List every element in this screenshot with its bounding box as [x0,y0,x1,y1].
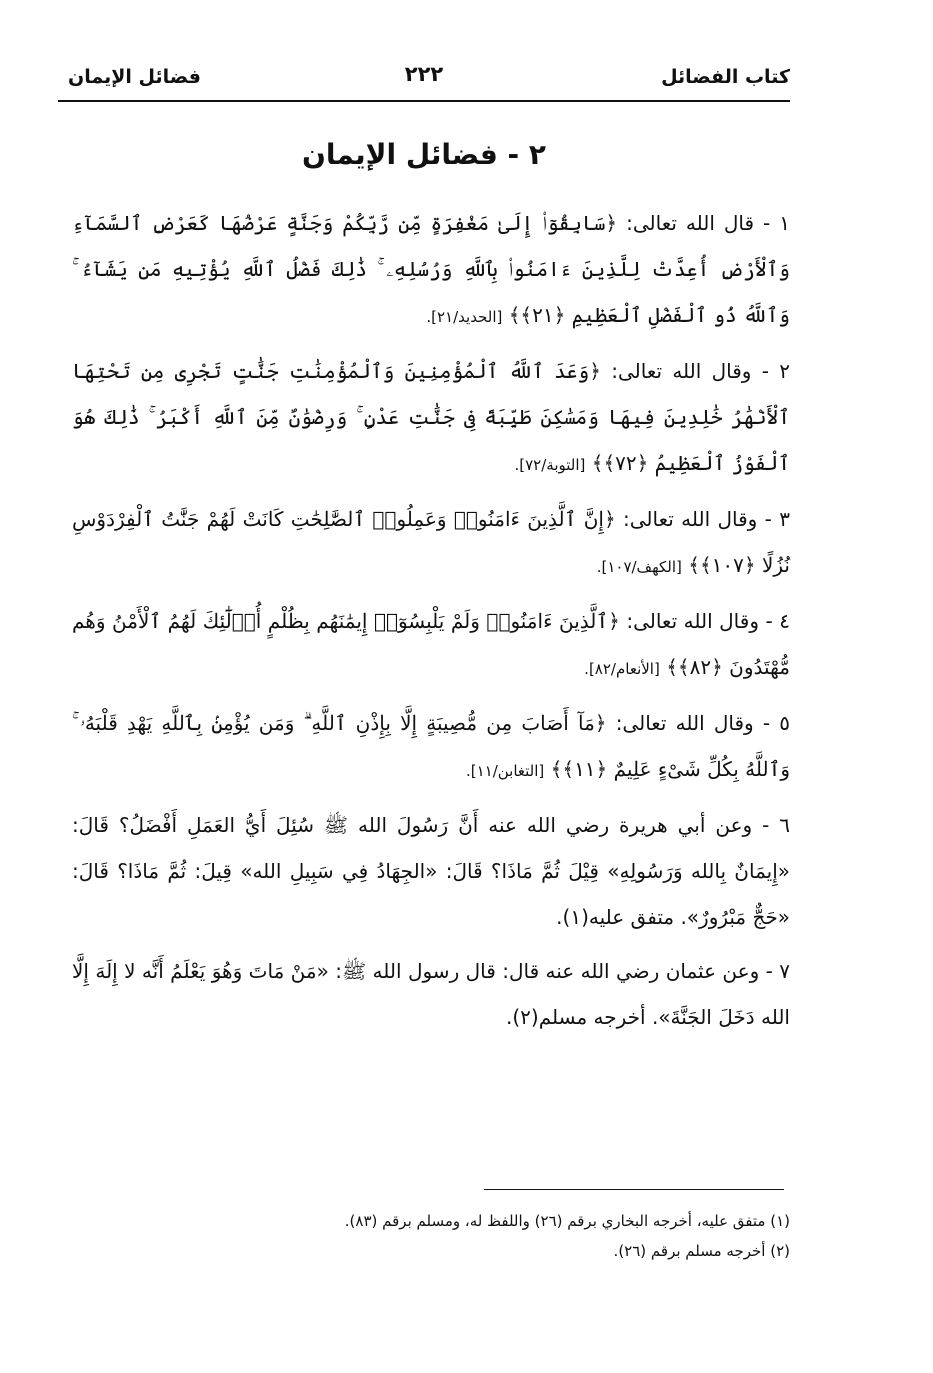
list-item: ٦ - وعن أبي هريرة رضي الله عنه أَنَّ رَسُولَ الله ﷺ سُئِلَ أَيُّ العَمَلِ أَفْضَلُ؟ قَالَ: «إِيمَانٌ بِالله وَرَسُولِهِ» قِيْلَ ثُمَّ مَاذَا؟ قَالَ: «الجِهَادُ فِي سَبِيلِ الله» قِيلَ: ثُمَّ مَاذَا؟ قَالَ: «حَجٌّ مَبْرُورٌ». متفق عليه(١). [72,813,790,929]
verse-reference: [التوبة/٧٢]. [514,456,586,474]
list-item: ١ - قال الله تعالى: ﴿سَابِقُوٓا۟ إِلَىٰ مَغْفِرَةٍ مِّن رَّبِّكُمْ وَجَنَّةٍ عَرْضُهَا كَعَرْضِ ٱلسَّمَآءِ وَٱلْأَرْضِ أُعِدَّتْ لِلَّذِينَ ءَامَنُوا۟ بِٱللَّهِ وَرُسُلِهِۦ ۚ ذَٰلِكَ فَضْلُ ٱللَّهِ يُؤْتِيهِ مَن يَشَآءُ ۚ وَٱللَّهُ ذُو ٱلْفَضْلِ ٱلْعَظِيمِ ﴿٢١﴾﴾ [الحديد/٢١]. [72,211,790,327]
footnote: (٢) أخرجه مسلم برقم (٢٦). [613,1242,790,1260]
running-header [58,62,790,102]
item-intro: قال الله تعالى: [626,211,755,235]
book-title: كتاب الفضائل [661,66,790,88]
verse-reference: [الأنعام/٨٢]. [584,660,660,678]
item-intro: وقال الله تعالى: [611,359,752,383]
verse-text: ﴿وَعَدَ ٱللَّهُ ٱلْمُؤْمِنِينَ وَٱلْمُؤْمِنَٰتِ جَنَّٰتٍ تَجْرِى مِن تَحْتِهَا ٱلْأَنْهَٰرُ خَٰلِدِينَ فِيهَا وَمَسَٰكِنَ طَيِّبَةً فِى جَنَّٰتِ عَدْنٍ ۚ وَرِضْوَٰنٌ مِّنَ ٱللَّهِ أَكْبَرُ ۚ ذَٰلِكَ هُوَ ٱلْفَوْزُ ٱلْعَظِيمُ ﴿٧٢﴾﴾ [72,359,790,475]
footnotes [72,1206,790,1266]
page-number: ٢٢٢ [404,62,444,86]
item-number: ٢ [779,359,790,383]
hadith-text: وعن عثمان رضي الله عنه قال: قال رسول الله ﷺ: «مَنْ مَاتَ وَهُوَ يَعْلَمُ أَنَّه لا إِلَهَ إِلَّا الله دَخَلَ الجَنَّةَ». أخرجه مسلم(٢). [72,959,790,1029]
footnote: (١) متفق عليه، أخرجه البخاري برقم (٢٦) واللفظ له، ومسلم برقم (٨٣). [344,1212,790,1230]
item-intro: وقال الله تعالى: [626,609,759,633]
verse-text: ﴿ٱلَّذِينَ ءَامَنُوا۟ وَلَمْ يَلْبِسُوٓا۟ إِيمَٰنَهُم بِظُلْمٍ أُو۟لَٰٓئِكَ لَهُمُ ٱلْأَمْنُ وَهُم مُّهْتَدُونَ ﴿٨٢﴾﴾ [72,609,790,679]
hadith-text: وعن أبي هريرة رضي الله عنه أَنَّ رَسُولَ الله ﷺ سُئِلَ أَيُّ العَمَلِ أَفْضَلُ؟ قَالَ: «إِيمَانٌ بِالله وَرَسُولِهِ» قِيْلَ ثُمَّ مَاذَا؟ قَالَ: «الجِهَادُ فِي سَبِيلِ الله» قِيلَ: ثُمَّ مَاذَا؟ قَالَ: «حَجٌّ مَبْرُورٌ». متفق عليه(١). [72,813,790,929]
verse-reference: [الحديد/٢١]. [426,308,503,326]
item-number: ١ [779,211,790,235]
list-item: ٤ - وقال الله تعالى: ﴿ٱلَّذِينَ ءَامَنُوا۟ وَلَمْ يَلْبِسُوٓا۟ إِيمَٰنَهُم بِظُلْمٍ أُو۟لَٰٓئِكَ لَهُمُ ٱلْأَمْنُ وَهُم مُّهْتَدُونَ ﴿٨٢﴾﴾ [الأنعام/٨٢]. [72,609,790,679]
verse-text: ﴿إِنَّ ٱلَّذِينَ ءَامَنُوا۟ وَعَمِلُوا۟ ٱلصَّٰلِحَٰتِ كَانَتْ لَهُمْ جَنَّٰتُ ٱلْفِرْدَوْسِ نُزُلًا ﴿١٠٧﴾﴾ [72,507,790,577]
list-item: ٥ - وقال الله تعالى: ﴿مَآ أَصَابَ مِن مُّصِيبَةٍ إِلَّا بِإِذْنِ ٱللَّهِ ۗ وَمَن يُؤْمِنۢ بِٱللَّهِ يَهْدِ قَلْبَهُۥ ۚ وَٱللَّهُ بِكُلِّ شَىْءٍ عَلِيمٌ ﴿١١﴾﴾ [التغابن/١١]. [72,711,790,781]
item-list [72,200,790,1048]
verse-text: ﴿سَابِقُوٓا۟ إِلَىٰ مَغْفِرَةٍ مِّن رَّبِّكُمْ وَجَنَّةٍ عَرْضُهَا كَعَرْضِ ٱلسَّمَآءِ وَٱلْأَرْضِ أُعِدَّتْ لِلَّذِينَ ءَامَنُوا۟ بِٱللَّهِ وَرُسُلِهِۦ ۚ ذَٰلِكَ فَضْلُ ٱللَّهِ يُؤْتِيهِ مَن يَشَآءُ ۚ وَٱللَّهُ ذُو ٱلْفَضْلِ ٱلْعَظِيمِ ﴿٢١﴾﴾ [72,211,790,327]
list-item: ٢ - وقال الله تعالى: ﴿وَعَدَ ٱللَّهُ ٱلْمُؤْمِنِينَ وَٱلْمُؤْمِنَٰتِ جَنَّٰتٍ تَجْرِى مِن تَحْتِهَا ٱلْأَنْهَٰرُ خَٰلِدِينَ فِيهَا وَمَسَٰكِنَ طَيِّبَةً فِى جَنَّٰتِ عَدْنٍ ۚ وَرِضْوَٰنٌ مِّنَ ٱللَّهِ أَكْبَرُ ۚ ذَٰلِكَ هُوَ ٱلْفَوْزُ ٱلْعَظِيمُ ﴿٧٢﴾﴾ [التوبة/٧٢]. [72,359,790,475]
section-title: ٢ - فضائل الإيمان [301,138,547,171]
header-rule [58,100,790,102]
verse-text: ﴿مَآ أَصَابَ مِن مُّصِيبَةٍ إِلَّا بِإِذْنِ ٱللَّهِ ۗ وَمَن يُؤْمِنۢ بِٱللَّهِ يَهْدِ قَلْبَهُۥ ۚ وَٱللَّهُ بِكُلِّ شَىْءٍ عَلِيمٌ ﴿١١﴾﴾ [72,711,790,781]
item-number: ٥ [779,711,790,735]
item-number: ٣ [779,507,790,531]
item-number: ٦ [779,813,790,837]
item-intro: وقال الله تعالى: [615,711,754,735]
item-intro: وقال الله تعالى: [623,507,758,531]
list-item: ٧ - وعن عثمان رضي الله عنه قال: قال رسول الله ﷺ: «مَنْ مَاتَ وَهُوَ يَعْلَمُ أَنَّه لا إِلَهَ إِلَّا الله دَخَلَ الجَنَّةَ». أخرجه مسلم(٢). [72,959,790,1029]
item-number: ٧ [779,959,790,983]
footnote-rule [484,1189,784,1190]
item-number: ٤ [779,609,790,633]
verse-reference: [التغابن/١١]. [465,762,545,780]
list-item: ٣ - وقال الله تعالى: ﴿إِنَّ ٱلَّذِينَ ءَامَنُوا۟ وَعَمِلُوا۟ ٱلصَّٰلِحَٰتِ كَانَتْ لَهُمْ جَنَّٰتُ ٱلْفِرْدَوْسِ نُزُلًا ﴿١٠٧﴾﴾ [الكهف/١٠٧]. [72,507,790,577]
chapter-title: فضائل الإيمان [68,66,201,88]
verse-reference: [الكهف/١٠٧]. [596,558,682,576]
